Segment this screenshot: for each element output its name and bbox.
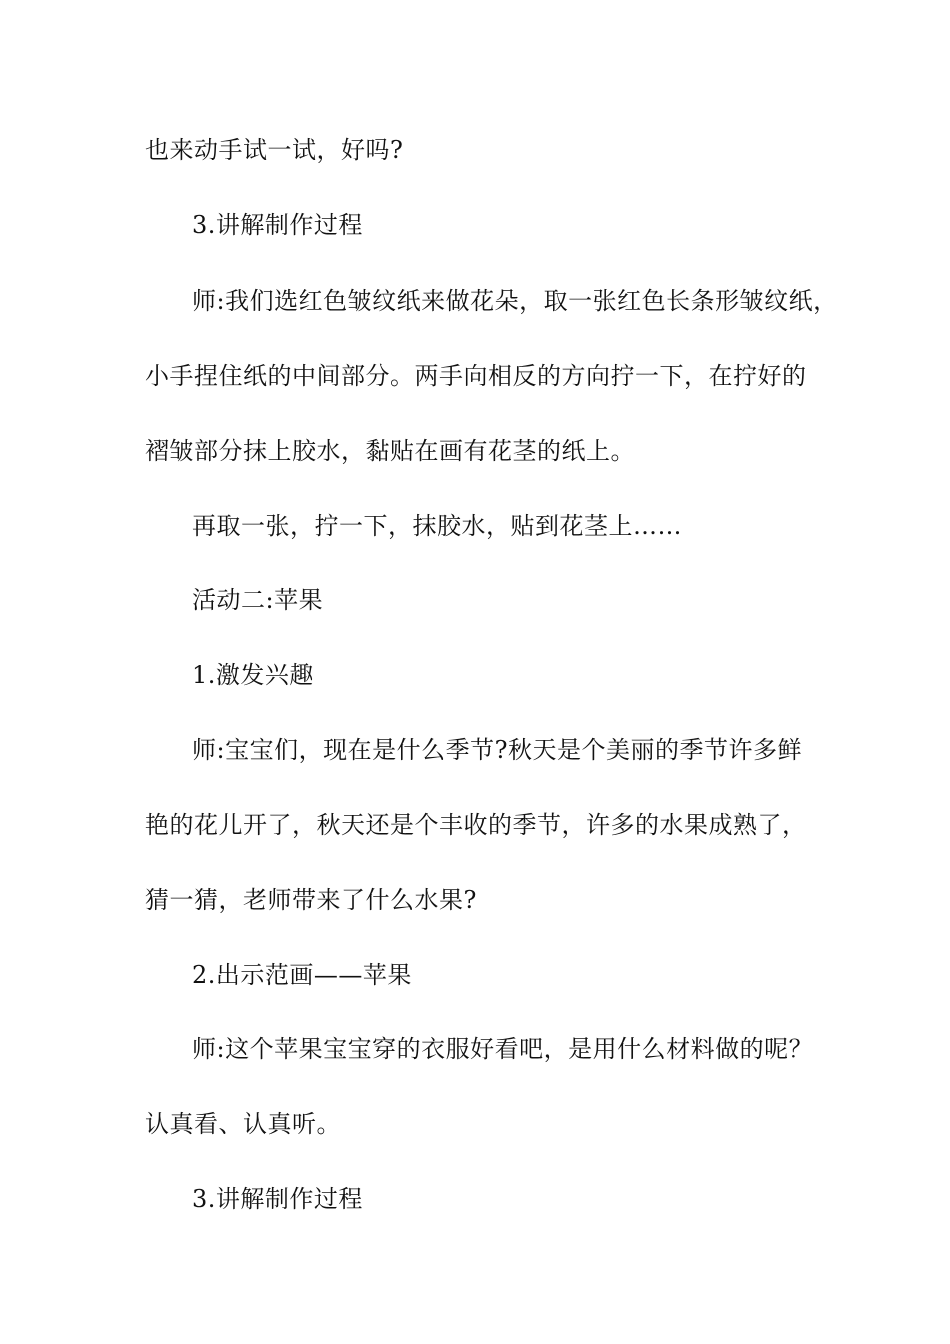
paragraph-line: 师:这个苹果宝宝穿的衣服好看吧，是用什么材料做的呢？	[192, 1035, 814, 1063]
paragraph-line: 小手捏住纸的中间部分。两手向相反的方向拧一下，在拧好的	[145, 362, 807, 390]
section-heading: 3.讲解制作过程	[192, 1185, 363, 1213]
section-heading: 1.激发兴趣	[192, 661, 314, 689]
paragraph-line: 师:我们选红色皱纹纸来做花朵，取一张红色长条形皱纹纸，	[192, 287, 838, 315]
paragraph-line: 艳的花儿开了，秋天还是个丰收的季节，许多的水果成熟了，	[145, 811, 807, 839]
paragraph-line: 再取一张，拧一下，抹胶水，贴到花茎上……	[192, 512, 682, 540]
paragraph-line: 褶皱部分抹上胶水，黏贴在画有花茎的纸上。	[145, 437, 635, 465]
paragraph-line: 猜一猜，老师带来了什么水果?	[145, 886, 477, 914]
activity-heading: 活动二:苹果	[192, 586, 324, 614]
section-heading: 2.出示范画——苹果	[192, 961, 412, 989]
paragraph-line: 也来动手试一试，好吗?	[145, 136, 404, 164]
paragraph-line: 认真看、认真听。	[145, 1110, 341, 1138]
section-heading: 3.讲解制作过程	[192, 211, 363, 239]
paragraph-line: 师:宝宝们，现在是什么季节?秋天是个美丽的季节许多鲜	[192, 736, 802, 764]
